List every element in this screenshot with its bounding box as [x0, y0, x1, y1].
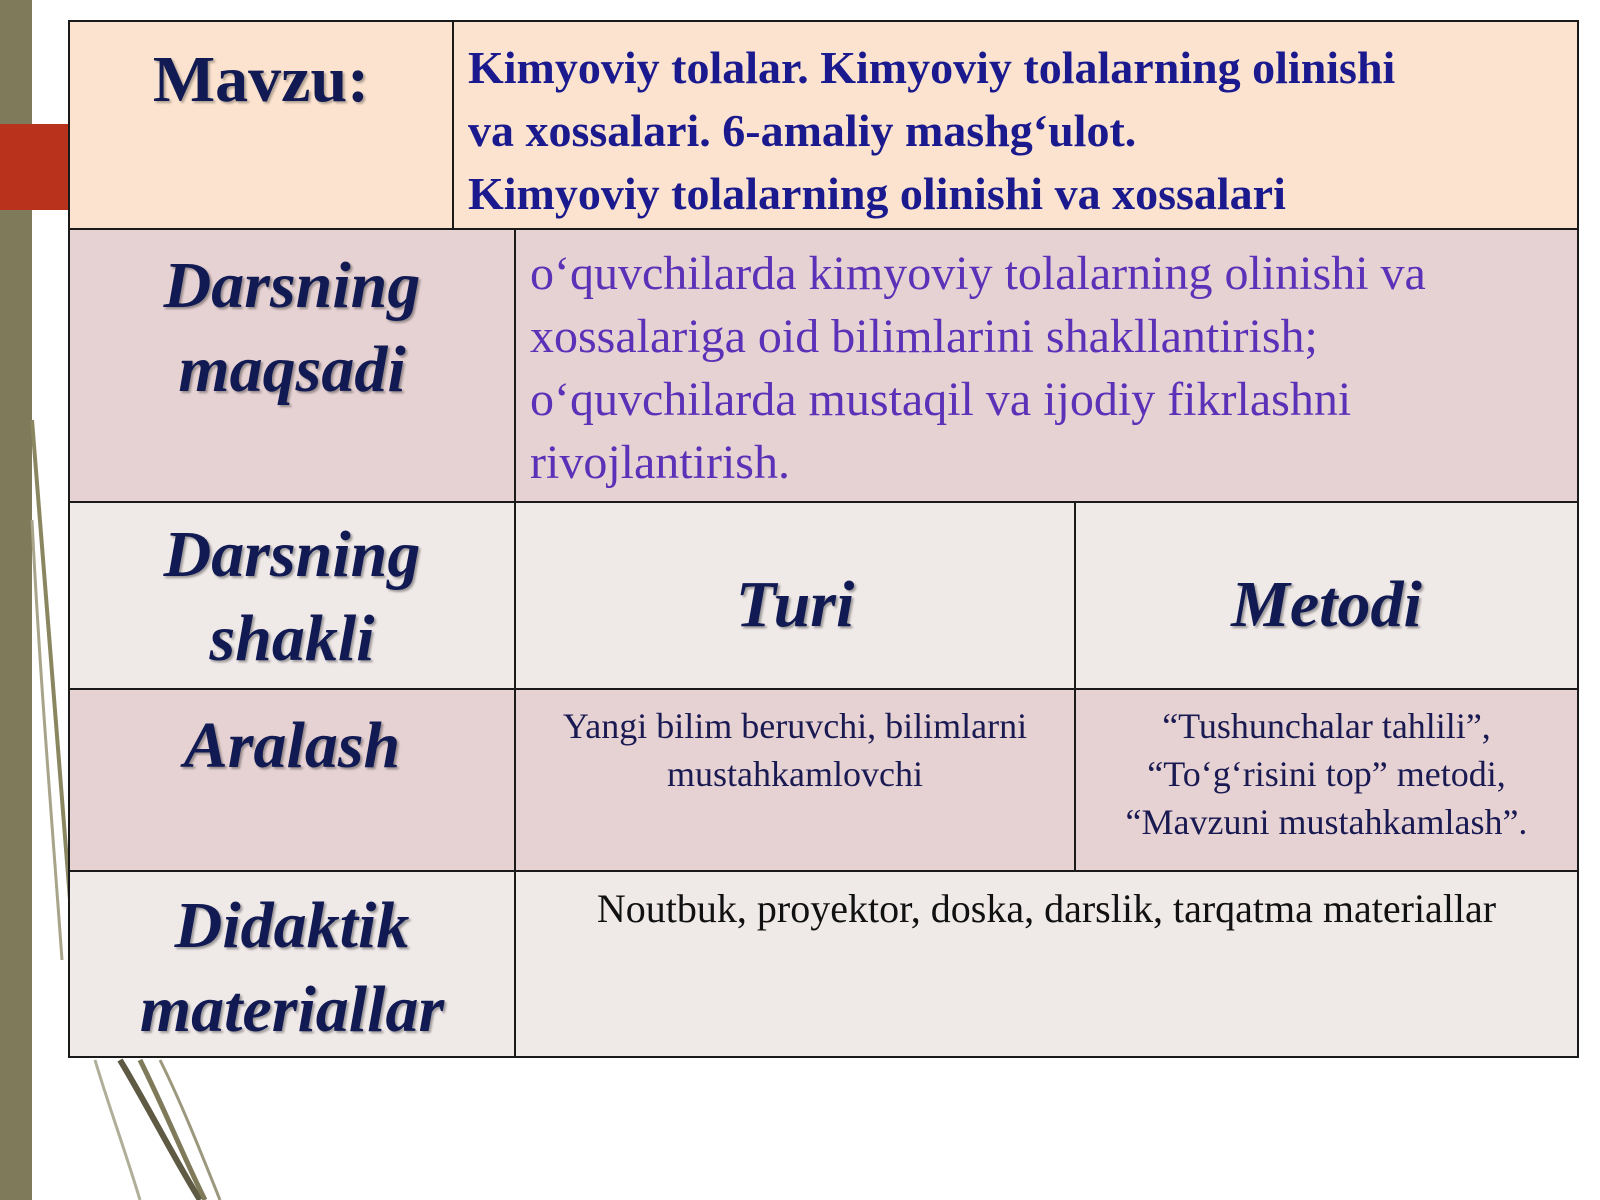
topic-text — [468, 36, 1567, 225]
goal-line: xossalariga oid bilimlarini shakllantirish; — [530, 310, 1318, 363]
type-heading: Turi — [735, 568, 855, 641]
materials-label — [70, 884, 514, 1052]
mixed-method-line: “To‘g‘risini top” metodi, — [1147, 754, 1506, 794]
topic-line: Kimyoviy tolalarning olinishi va xossalari — [468, 168, 1286, 219]
type-heading-cell — [514, 501, 1076, 690]
mixed-type-cell — [514, 688, 1076, 872]
goal-value-cell — [514, 228, 1579, 503]
topic-value-cell — [452, 20, 1579, 230]
mixed-type-text — [516, 702, 1074, 798]
topic-line: va xossalari. 6-amaliy mashg‘ulot. — [468, 105, 1137, 156]
mixed-method-text — [1076, 702, 1577, 846]
mixed-type-line: mustahkamlovchi — [667, 754, 923, 794]
goal-line: rivojlantirish. — [530, 436, 790, 489]
materials-value-cell — [514, 870, 1579, 1058]
goal-label-line: Darsning — [163, 249, 421, 322]
form-label-line: Darsning — [163, 518, 421, 591]
mixed-method-cell — [1074, 688, 1579, 872]
topic-label: Mavzu: — [152, 43, 370, 116]
mixed-type-line: Yangi bilim beruvchi, bilimlarni — [562, 706, 1028, 746]
goal-label-line: maqsadi — [178, 333, 406, 406]
mixed-method-line: “Mavzuni mustahkamlash”. — [1125, 802, 1528, 842]
topic-label-cell — [68, 20, 454, 230]
materials-label-line: materiallar — [139, 973, 445, 1046]
goal-label-cell — [68, 228, 516, 503]
mixed-method-line: “Tushunchalar tahlili”, — [1162, 706, 1491, 746]
materials-label-cell — [68, 870, 516, 1058]
mixed-label: Aralash — [183, 709, 401, 782]
method-heading-cell — [1074, 501, 1579, 690]
form-label-line: shakli — [209, 602, 375, 675]
goal-label — [70, 244, 514, 412]
form-label — [70, 513, 514, 681]
mixed-label-cell — [68, 688, 516, 872]
method-heading: Metodi — [1231, 568, 1422, 641]
materials-text: Noutbuk, proyektor, doska, darslik, tarqatma materiallar — [596, 886, 1497, 931]
materials-label-line: Didaktik — [174, 889, 410, 962]
form-label-cell — [68, 501, 516, 690]
topic-line: Kimyoviy tolalar. Kimyoviy tolalarning olinishi — [468, 42, 1396, 93]
goal-text — [530, 242, 1567, 494]
goal-line: o‘quvchilarda kimyoviy tolalarning olinishi va — [530, 247, 1426, 300]
goal-line: o‘quvchilarda mustaqil va ijodiy fikrlashni — [530, 373, 1352, 426]
